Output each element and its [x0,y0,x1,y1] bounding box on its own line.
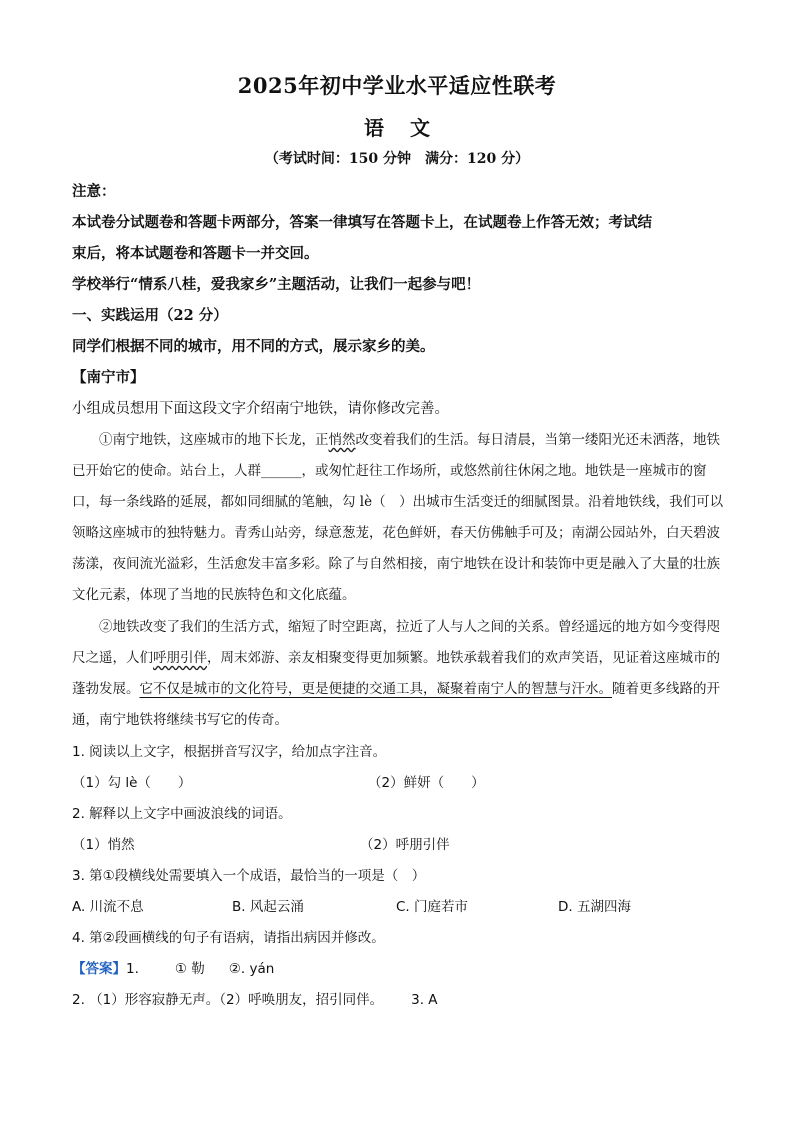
option-d: D. 五湖四海 [558,899,631,915]
notice-label: 注意： [72,183,116,200]
passage-text: ②地铁改变了我们的生活方式，缩短了时空距离，拉近了人与人之间的关系。曾经遥远的地方如今变得咫尺之遥，人们 [72,619,720,666]
activity-intro: 学校举行“情系八桂，爱我家乡”主题活动，让我们一起参与吧！ [72,276,481,293]
option-b: B. 风起云涌 [232,899,304,915]
question-1-items [72,768,732,799]
question-3: 3. 第①段横线处需要填入一个成语，最恰当的一项是（ ） [72,868,426,884]
question-4: 4. 第②段画横线的句子有语病，请指出病因并修改。 [72,930,385,946]
question-2: 2. 解释以上文字中画波浪线的词语。 [72,806,292,822]
answer-line-1 [72,954,732,985]
wavy-word-1: 悄然 [328,432,356,448]
answer-2: 2. （1）形容寂静无声。（2）呼唤朋友，招引同伴。 [72,992,384,1008]
answer-number: 1. [126,961,139,977]
question-3-options [72,892,732,923]
passage-paragraph-1 [72,425,732,611]
section-heading: 一、实践运用（22 分） [72,307,228,324]
answer-line-2 [72,985,732,1016]
exam-subject: 语文 [364,116,456,140]
section-lead: 同学们根据不同的城市，用不同的方式，展示家乡的美。 [72,338,435,355]
notice [72,178,732,392]
notice-line-2: 束后，将本试题卷和答题卡一并交回。 [72,245,319,262]
question-2-item-1: （1）悄然 [72,837,135,853]
task-text: 小组成员想用下面这段文字介绍南宁地铁，请你修改完善。 [72,401,449,417]
question-1-item-1: （1）勾 lè（ ） [72,775,192,791]
answer-3: 3. A [411,992,438,1008]
question-2-items [72,830,732,861]
question-1: 1. 阅读以上文字，根据拼音写汉字，给加点字注音。 [72,744,387,760]
passage-text: ，周末郊游、亲友相聚变得更加频繁。地铁承载着我们的欢声笑语，见证着这座城市的蓬勃发展。 [72,650,720,697]
answer-item-2: ②. yán [228,961,275,977]
question-1-item-2: （2）鲜妍（ ） [368,775,485,791]
passage-text: 改变着我们的生活。每日清晨，当第一缕阳光还未洒落，地铁已开始它的使命。站台上，人群______，或匆忙赶往工作场所，或悠然前往休闲之地。地铁是一座城市的窗口，每一条线路的延展，都如同细腻的笔触，勾 lè（ ）出城市生活变迁的细腻图景。沿着地铁线，我们可以领略这座城市的独特魅力。青秀山站旁，绿意葱茏，花色鲜妍，春天仿佛触手可及；南湖公园站外，白天碧波荡漾，夜间流光溢彩，生活愈发丰富多彩。除了与自然相接，南宁地铁在设计和装饰中更是融入了大量的壮族文化元素，体现了当地的民族特色和文化底蕴。 [72,432,724,603]
answer-item-1: ① 勒 [174,961,205,977]
passage-text: 随着更多线路的开通，南宁地铁将继续书写它的传奇。 [72,681,720,728]
question-2-item-2: （2）呼朋引伴 [360,837,450,853]
option-a: A. 川流不息 [72,899,144,915]
passage-paragraph-2 [72,612,732,736]
notice-line-1: 本试卷分试题卷和答题卡两部分，答案一律填写在答题卡上，在试题卷上作答无效；考试结 [72,214,652,231]
exam-meta: （考试时间：150 分钟 满分：120 分） [264,151,530,167]
city-label: 【南宁市】 [72,369,145,386]
underlined-sentence: 它不仅是城市的文化符号，更是便捷的交通工具，凝聚着南宁人的智慧与汗水。 [139,681,612,697]
wavy-word-2: 呼朋引伴 [153,650,207,666]
questions [72,737,732,1016]
answer-tag: 【答案】 [72,961,126,977]
exam-title: 2025年初中学业水平适应性联考 [237,73,557,98]
passage-text: ①南宁地铁，这座城市的地下长龙，正 [99,432,329,448]
option-c: C. 门庭若市 [396,899,469,915]
